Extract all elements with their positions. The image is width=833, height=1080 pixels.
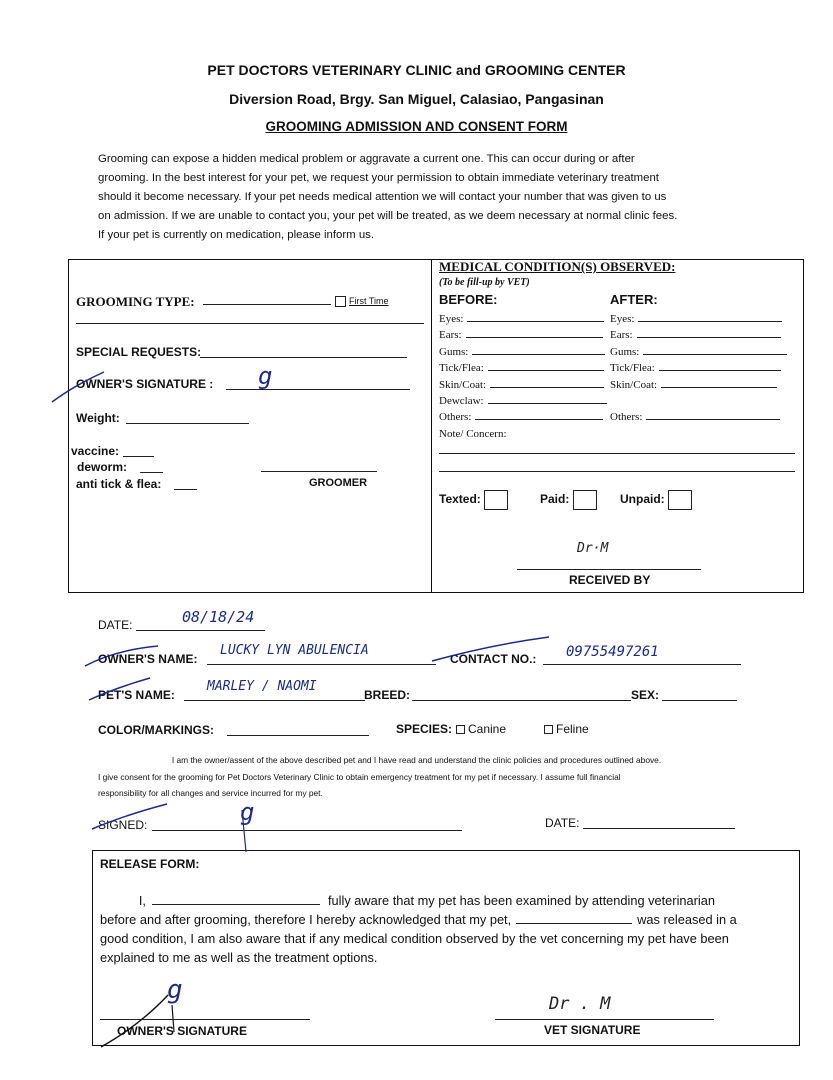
vet-initials: Dr·M — [577, 541, 609, 556]
note-label: Note/ Concern: — [439, 427, 507, 440]
owners-signature-label: OWNER'S SIGNATURE : — [76, 377, 214, 391]
groomer-label: GROOMER — [309, 477, 368, 489]
medical-condition-title: MEDICAL CONDITION(S) OBSERVED: — [439, 259, 676, 274]
before-row: Eyes: — [439, 311, 607, 327]
grooming-type-label: GROOMING TYPE: — [76, 294, 195, 309]
before-label: BEFORE: — [439, 292, 498, 307]
pets-name-label: PET'S NAME: — [98, 688, 175, 702]
before-row: Gums: — [439, 344, 607, 360]
before-row: Dewclaw: — [439, 393, 607, 409]
consent-line-1: I am the owner/assent of the above described pet and I have read and understand the clinic policies and procedures outlined above. — [171, 755, 662, 765]
after-row: Tick/Flea: — [610, 360, 787, 376]
release-line-3: good condition, I am also aware that if any medical condition observed by the vet concerning my pet have been — [100, 931, 729, 946]
signature-mark: g — [258, 362, 273, 390]
deworm-label: deworm: — [77, 460, 128, 474]
before-row: Tick/Flea: — [439, 360, 607, 376]
consent-line-2: I give consent for the grooming for Pet Doctors Veterinary Clinic to obtain emergency treatment for my pet if necessary. I assume full financial — [98, 772, 621, 782]
intro-line: Grooming can expose a hidden medical problem or aggravate a current one. This can occur during or after — [98, 153, 635, 165]
clinic-name: PET DOCTORS VETERINARY CLINIC and GROOMING CENTER — [207, 62, 626, 78]
before-row: Skin/Coat: — [439, 377, 607, 393]
breed-label: BREED: — [364, 688, 411, 702]
after-row: Ears: — [610, 327, 787, 343]
weight-label: Weight: — [76, 411, 120, 425]
release-form-title: RELEASE FORM: — [100, 857, 200, 871]
release-line-1: I, fully aware that my pet has been examined by attending veterinarian — [138, 893, 715, 908]
paid-label: Paid: — [540, 492, 570, 507]
before-row: Ears: — [439, 327, 607, 343]
date-value: 08/18/24 — [182, 608, 255, 626]
release-line-4: explained to me as well as the treatment options. — [100, 950, 378, 965]
clinic-address: Diversion Road, Brgy. San Miguel, Calasiao, Pangasinan — [229, 91, 604, 107]
after-row: Others: — [610, 409, 787, 425]
canine-label: Canine — [468, 722, 507, 736]
special-requests-label: SPECIAL REQUESTS: — [76, 345, 202, 359]
form-title: GROOMING ADMISSION AND CONSENT FORM — [265, 119, 568, 134]
color-markings-label: COLOR/MARKINGS: — [98, 723, 214, 737]
species-label: SPECIES: — [396, 722, 453, 736]
check-stroke — [52, 372, 104, 402]
vet-note: (To be fill-up by VET) — [439, 277, 530, 288]
check-stroke — [432, 637, 549, 661]
texted-label: Texted: — [439, 492, 481, 507]
feline-label: Feline — [556, 722, 589, 736]
contact-label: CONTACT NO.: — [450, 652, 537, 666]
after-row: Eyes: — [610, 311, 787, 327]
owner-name-label: OWNER'S NAME: — [98, 652, 198, 666]
intro-line: If your pet is currently on medication, please inform us. — [98, 229, 375, 241]
release-line-2: before and after grooming, therefore I hereby acknowledged that my pet, was released in a — [100, 912, 737, 927]
pets-name-value: MARLEY / NAOMI — [207, 679, 317, 694]
vaccine-label: vaccine: — [71, 444, 120, 458]
signature-stroke — [242, 810, 246, 852]
vet-signature-mark: Dr . M — [549, 994, 611, 1014]
first-time-label: First Time — [349, 296, 389, 306]
check-stroke — [92, 804, 167, 829]
contact-value: 09755497261 — [566, 644, 659, 660]
check-stroke — [89, 678, 150, 700]
consent-date-label: DATE: — [545, 816, 580, 830]
signed-label: SIGNED: — [98, 818, 148, 832]
after-row: Gums: — [610, 344, 787, 360]
consent-line-3: responsibility for all changes and service incurred for my pet. — [98, 788, 323, 798]
owner-signature-label: OWNER'S SIGNATURE — [117, 1024, 247, 1038]
release-signature-mark: g — [167, 975, 183, 1005]
signature-stroke — [101, 995, 168, 1047]
before-row: Others: — [439, 409, 607, 425]
date-label: DATE: — [98, 618, 133, 632]
received-by-label: RECEIVED BY — [569, 573, 651, 587]
intro-line: on admission. If we are unable to contact you, your pet will be treated, as we deem necessary at normal clinic fees. — [98, 210, 678, 222]
anti-tick-label: anti tick & flea: — [76, 477, 162, 491]
check-stroke — [85, 646, 158, 666]
signed-signature-mark: g — [240, 798, 255, 826]
unpaid-label: Unpaid: — [620, 492, 665, 507]
after-label: AFTER: — [610, 292, 658, 307]
vet-signature-label: VET SIGNATURE — [544, 1023, 641, 1037]
intro-line: grooming. In the best interest for your pet, we request your permission to obtain immediate veterinary treatment — [98, 172, 659, 184]
signature-stroke — [172, 1005, 174, 1032]
intro-line: should it become necessary. If your pet needs medical attention we will contact your number that was given to us — [98, 191, 667, 203]
owner-name-value: LUCKY LYN ABULENCIA — [220, 643, 369, 658]
sex-label: SEX: — [631, 688, 660, 702]
after-row: Skin/Coat: — [610, 377, 787, 393]
